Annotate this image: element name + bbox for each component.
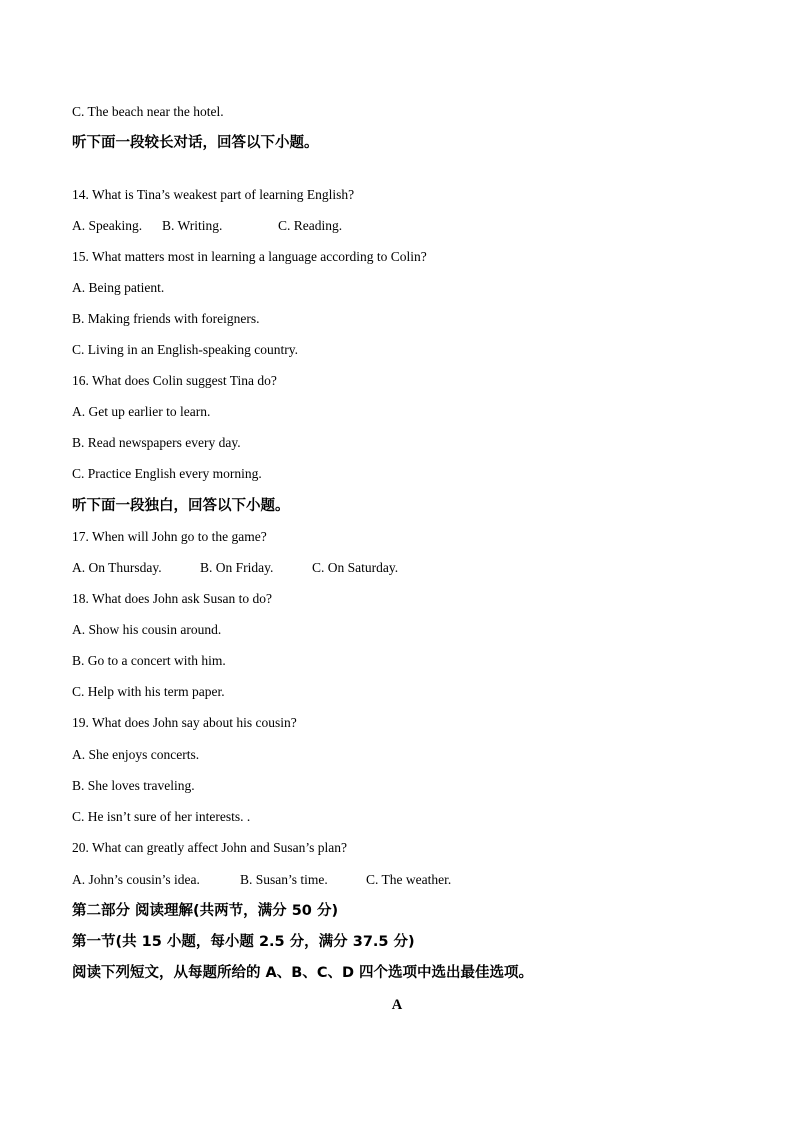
- q14-option-c: C. Reading.: [278, 218, 343, 233]
- q19-option-c: C. He isn’t sure of her interests. .: [72, 809, 251, 824]
- q17-option-a: A. On Thursday.: [72, 560, 162, 575]
- q15-option-a: A. Being patient.: [72, 280, 165, 295]
- q17-options: [72, 559, 398, 577]
- q18-option-b: B. Go to a concert with him.: [72, 653, 226, 668]
- q15-option-b: B. Making friends with foreigners.: [72, 311, 260, 326]
- q15-option-c: C. Living in an English-speaking country.: [72, 342, 298, 357]
- q20-option-c: C. The weather.: [366, 872, 452, 887]
- q18-option-c: C. Help with his term paper.: [72, 684, 225, 699]
- q18-stem: 18. What does John ask Susan to do?: [72, 591, 272, 606]
- q19-stem: 19. What does John say about his cousin?: [72, 715, 297, 730]
- q16-option-c: C. Practice English every morning.: [72, 466, 262, 481]
- q20-stem: 20. What can greatly affect John and Susan’s plan?: [72, 840, 348, 855]
- q20-options: [72, 871, 451, 889]
- q13-option-c: C. The beach near the hotel.: [72, 104, 224, 119]
- q17-option-c: C. On Saturday.: [312, 560, 399, 575]
- q19-option-b: B. She loves traveling.: [72, 778, 195, 793]
- section-one-title: 第一节(共 15 小题，每小题 2.5 分，满分 37.5 分): [72, 934, 415, 950]
- q17-option-b: B. On Friday.: [200, 560, 274, 575]
- q14-stem: 14. What is Tina’s weakest part of learning English?: [72, 187, 355, 202]
- q14-option-a: A. Speaking.: [72, 218, 143, 233]
- reading-instruction: 阅读下列短文，从每题所给的 A、B、C、D 四个选项中选出最佳选项。: [72, 965, 534, 981]
- part-two-title: 第二部分 阅读理解(共两节，满分 50 分): [72, 903, 339, 919]
- section-heading-dialogue: 听下面一段较长对话，回答以下小题。: [72, 135, 319, 151]
- q20-option-a: A. John’s cousin’s idea.: [72, 872, 200, 887]
- q18-option-a: A. Show his cousin around.: [72, 622, 222, 637]
- passage-label: A: [391, 997, 403, 1013]
- section-heading-monologue: 听下面一段独白，回答以下小题。: [72, 498, 290, 514]
- q17-stem: 17. When will John go to the game?: [72, 529, 267, 544]
- q16-option-b: B. Read newspapers every day.: [72, 435, 241, 450]
- q16-stem: 16. What does Colin suggest Tina do?: [72, 373, 277, 388]
- q14-options: [72, 217, 342, 235]
- q20-option-b: B. Susan’s time.: [240, 872, 328, 887]
- q15-stem: 15. What matters most in learning a language according to Colin?: [72, 249, 427, 264]
- q14-option-b: B. Writing.: [162, 218, 223, 233]
- q16-option-a: A. Get up earlier to learn.: [72, 404, 211, 419]
- q19-option-a: A. She enjoys concerts.: [72, 747, 200, 762]
